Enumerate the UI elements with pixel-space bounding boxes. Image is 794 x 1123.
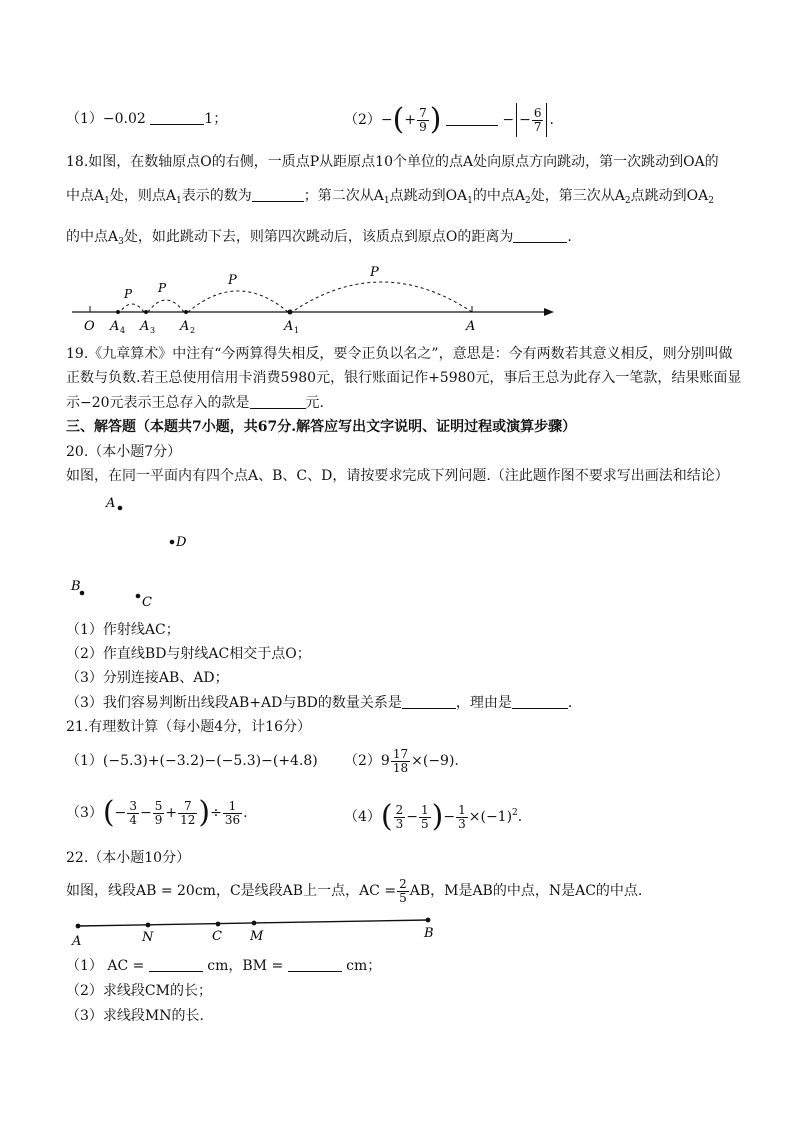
- answer-blank[interactable]: [252, 187, 304, 202]
- point-c: [216, 922, 221, 927]
- jump-arc-1: [292, 282, 472, 312]
- q22-head: 22.（本小题10分）: [66, 850, 191, 866]
- fraction: $\frac{1}{5}$: [421, 802, 429, 831]
- fraction: $\frac{17}{18}$: [392, 746, 409, 775]
- label-o: O: [84, 319, 95, 334]
- q20-points-figure: [66, 494, 206, 614]
- fraction: $\frac{1}{36}$: [224, 798, 241, 827]
- q21-part2: （2）9 $\frac{17}{18}$ ×(−9).: [344, 746, 459, 775]
- label-m: M: [250, 929, 264, 944]
- q20-step1: （1）作射线AC；: [66, 622, 180, 638]
- jump-label-1: P: [370, 265, 379, 280]
- fraction: $\frac{2}{5}$: [399, 876, 407, 905]
- q18-line2: 中点$A_1$处，则点$A_1$表示的数为 ；第二次从$A_1$点跳动到$OA_1$的中点$A_2$处，第三次从$A_2$点跳动到$OA_2$: [66, 188, 714, 206]
- answer-blank[interactable]: [513, 228, 567, 243]
- jump-arc-2: [188, 291, 288, 312]
- q21-part4: （4）( $\frac{2}{3}$ − $\frac{1}{5}$ )− $\frac{1}{3}$ $\times(-1)^2$.: [344, 799, 523, 834]
- point-a4: [116, 310, 120, 314]
- q19-line2: 正数与负数.若王总使用信用卡消费5980元，银行账面记作+5980元，事后王总为此存入一笔款，结果账面显: [66, 370, 742, 386]
- point-a2: [184, 310, 188, 314]
- jump-arc-3: [148, 300, 184, 312]
- label-n: N: [142, 930, 154, 945]
- q21-part3: （3）(− $\frac{3}{4}$ − $\frac{5}{9}$ + $\frac{7}{12}$ )÷ $\frac{1}{36}$ .: [66, 795, 248, 830]
- q20-step4: （3）我们容易判断出线段AB+AD与BD的数量关系是 ，理由是 .: [66, 695, 573, 711]
- q19-line3: 示−20元表示王总存入的款是 元.: [66, 395, 324, 411]
- label-a4: A: [110, 319, 120, 334]
- label-b: B: [424, 926, 434, 941]
- point-a: [118, 506, 123, 511]
- answer-blank[interactable]: [288, 957, 342, 972]
- q17-part1: （1）−0.02 1；: [66, 111, 228, 127]
- q22-stem: 如图，线段AB = 20cm，C是线段AB上一点，AC = $\frac{2}{5}$ AB，M是AB的中点，N是AC的中点.: [66, 876, 643, 905]
- point-m: [252, 921, 257, 926]
- fraction: $\frac{6}{7}$: [533, 105, 542, 134]
- q22-step1: （1） AC = cm，BM = cm；: [66, 958, 382, 974]
- q20-step3: （3）分别连接AB、AD；: [66, 670, 229, 686]
- q18-line1: 18.如图，在数轴原点O的右侧，一质点P从距原点10个单位的点A处向原点方向跳动，第一次跳动到OA的: [66, 154, 719, 170]
- label-a: A: [466, 319, 476, 334]
- jump-label-3: P: [158, 281, 167, 295]
- q20-step2: （2）作直线BD与射线AC相交于点O；: [66, 646, 311, 662]
- segment-figure: [66, 912, 466, 954]
- label-c: C: [142, 595, 152, 610]
- answer-blank[interactable]: [250, 394, 306, 409]
- jump-label-2: P: [228, 273, 237, 288]
- sub-a3: 3: [150, 326, 156, 335]
- arrow-icon: [544, 308, 554, 316]
- fraction: $\frac{3}{4}$: [129, 798, 138, 827]
- answer-blank[interactable]: [402, 694, 456, 709]
- answer-blank[interactable]: [150, 110, 204, 125]
- q18-line3: 的中点$A_3$处，如此跳动下去，则第四次跳动后，该质点到原点O的距离为 .: [66, 229, 572, 247]
- jump-label-4: P: [124, 287, 133, 301]
- q22-step3: （3）求线段MN的长.: [66, 1008, 204, 1024]
- number-line-figure: [66, 258, 566, 338]
- fraction: $\frac{2}{3}$: [395, 802, 404, 831]
- q19-line1: 19.《九章算术》中注有“今两算得失相反，要令正负以名之”，意思是：今有两数若其意义相反，则分别叫做: [66, 346, 733, 362]
- label-b: B: [71, 579, 81, 594]
- fraction: $\frac{7}{12}$: [180, 798, 196, 827]
- point-a3: [144, 310, 148, 314]
- point-a: [76, 924, 81, 929]
- label-a2: A: [180, 319, 190, 334]
- label-c: C: [212, 929, 222, 944]
- sub-a4: 4: [120, 326, 126, 335]
- point-c: [136, 594, 141, 599]
- jump-arc-4: [120, 304, 144, 312]
- sub-a2: 2: [190, 326, 196, 335]
- q22-step2: （2）求线段CM的长；: [66, 983, 212, 999]
- q20-head: 20.（本小题7分）: [66, 444, 182, 460]
- label-a1: A: [284, 319, 294, 334]
- label-a: A: [106, 496, 116, 511]
- label-a: A: [72, 934, 82, 949]
- q21-head: 21.有理数计算（每小题4分，计16分）: [66, 719, 311, 735]
- q20-stem: 如图，在同一平面内有四个点A、B、C、D，请按要求完成下列问题.（注此题作图不要求写出画法和结论）: [66, 468, 729, 484]
- answer-blank[interactable]: [446, 111, 498, 126]
- point-a1: [288, 310, 293, 315]
- label-a3: A: [140, 319, 150, 334]
- label-d: D: [176, 535, 187, 550]
- point-b: [426, 918, 431, 923]
- sub-a1: 1: [294, 326, 300, 335]
- section-title: 三、解答题（本题共7小题，共67分.解答应写出文字说明、证明过程或演算步骤）: [66, 419, 577, 435]
- fraction: $\frac{7}{9}$: [419, 105, 427, 134]
- fraction: $\frac{1}{3}$: [458, 802, 466, 831]
- fraction: $\frac{5}{9}$: [154, 798, 163, 827]
- point-n: [146, 923, 151, 928]
- answer-blank[interactable]: [512, 694, 568, 709]
- answer-blank[interactable]: [149, 957, 203, 972]
- q17-part2: （2）−(+ $\frac{7}{9}$ ) − − $\frac{6}{7}$ .: [344, 102, 554, 137]
- point-d: [170, 540, 175, 545]
- q21-part1: （1）(−5.3)+(−3.2)−(−5.3)−(+4.8): [66, 753, 318, 769]
